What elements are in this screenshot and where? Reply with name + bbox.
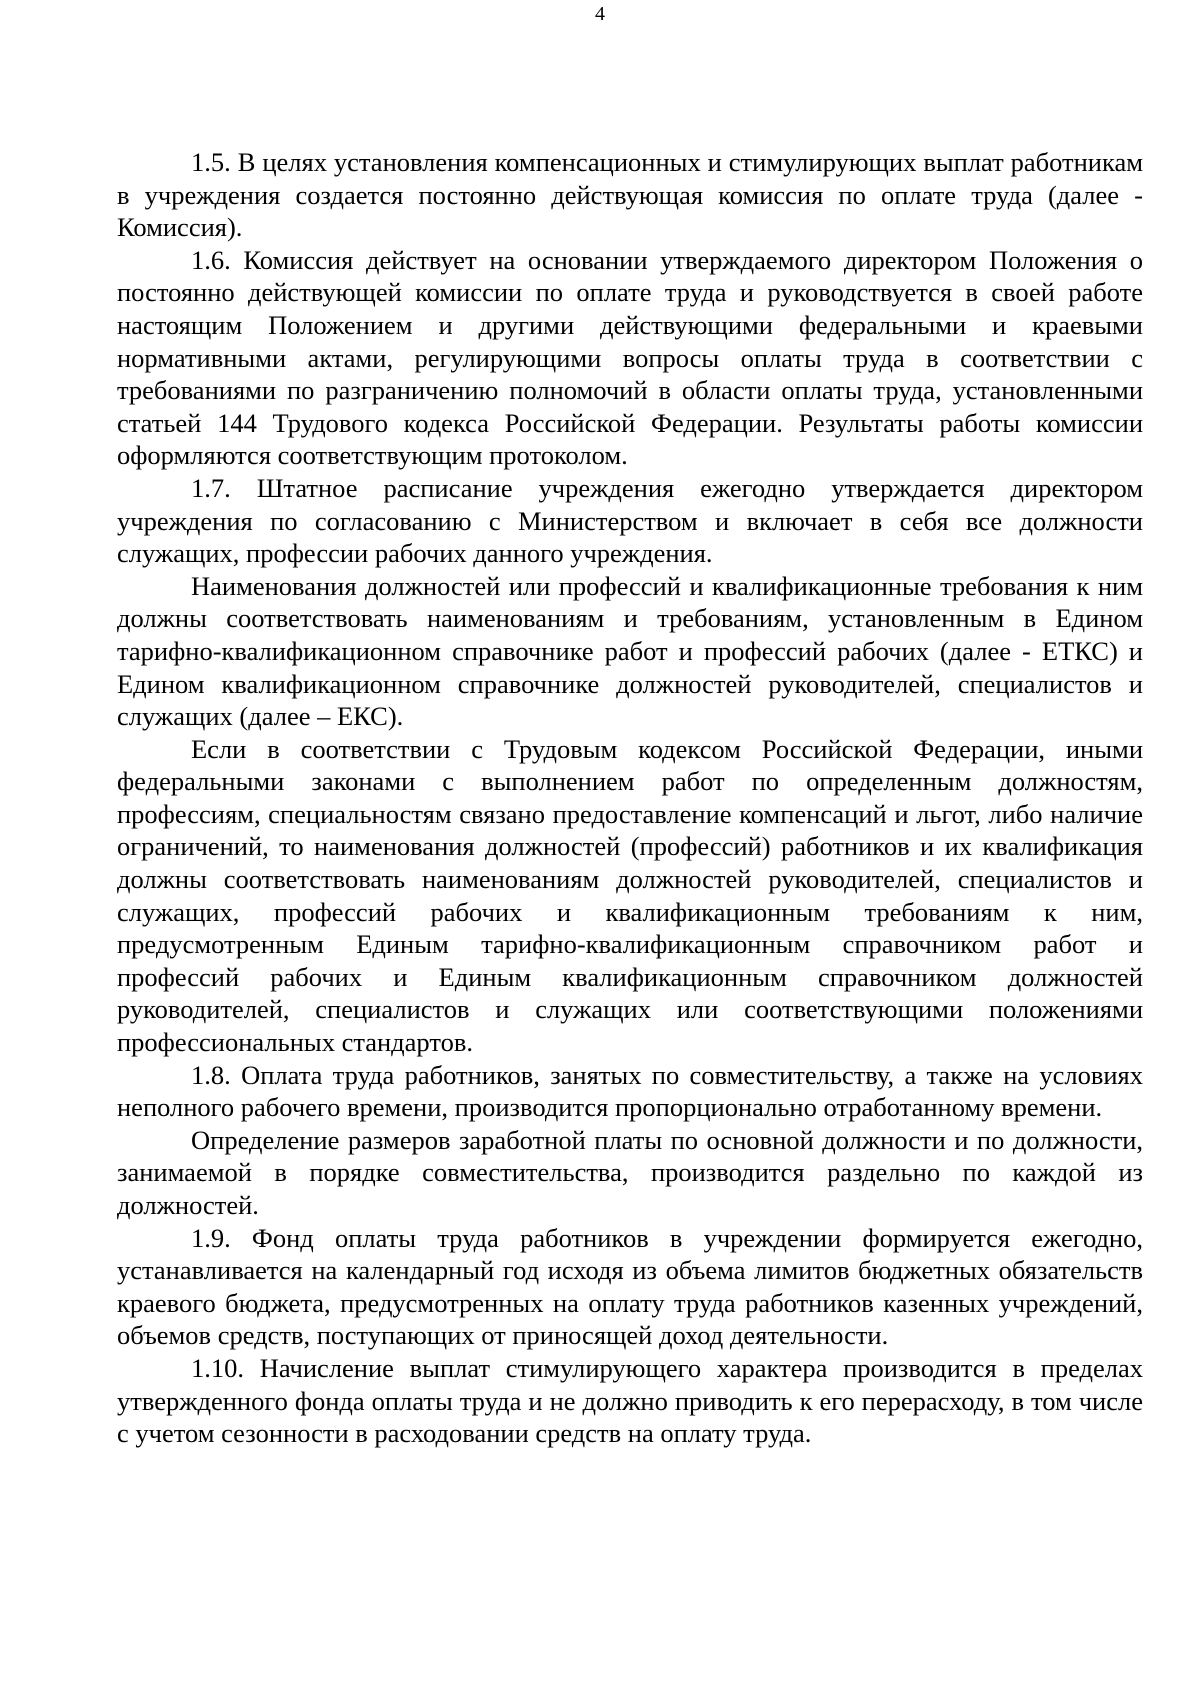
paragraph-compensation-restrictions: Если в соответствии с Трудовым кодексом Российской Федерации, иными федеральными законами с выполнением работ по определенным должностям, профессиям, специальностям связано предоставление компенсаций и льгот, либо наличие ограничений, то наименования должностей (профессий) работников и их квалификация должны соответствовать наименованиям должностей руководителей, специалистов и служащих, профессий рабочих и квалификационным требованиям к ним, предусмотренным Единым тарифно-квалификационным справочником работ и профессий рабочих и Единым квалификационным справочником должностей руководителей, специалистов и служащих или соответствующими положениями профессиональных стандартов. bbox=[117, 733, 1143, 1058]
page-number: 4 bbox=[595, 3, 605, 25]
paragraph-1-8: 1.8. Оплата труда работников, занятых по совместительству, а также на условиях неполного рабочего времени, производится пропорционально отработанному времени. bbox=[117, 1059, 1143, 1123]
paragraph-1-7: 1.7. Штатное расписание учреждения ежегодно утверждается директором учреждения по согласованию с Министерством и включает в себя все должности служащих, профессии рабочих данного учреждения. bbox=[117, 472, 1143, 569]
paragraph-1-10: 1.10. Начисление выплат стимулирующего характера производится в пределах утвержденного фонда оплаты труда и не должно приводить к его перерасходу, в том числе с учетом сезонности в расходовании средств на оплату труда. bbox=[117, 1352, 1143, 1449]
document-body bbox=[117, 146, 1143, 1450]
paragraph-1-5: 1.5. В целях установления компенсационных и стимулирующих выплат работникам в учреждения создается постоянно действующая комиссия по оплате труда (далее - Комиссия). bbox=[117, 147, 1143, 243]
paragraph-job-titles-requirements: Наименования должностей или профессий и квалификационные требования к ним должны соответствовать наименованиям и требованиям, установленным в Едином тарифно-квалификационном справочнике работ и профессий рабочих (далее - ЕТКС) и Едином квалификационном справочнике должностей руководителей, специалистов и служащих (далее – ЕКС). bbox=[117, 570, 1143, 732]
paragraph-1-6: 1.6. Комиссия действует на основании утверждаемого директором Положения о постоянно действующей комиссии по оплате труда и руководствуется в своей работе настоящим Положением и другими действующими федеральными и краевыми нормативными актами, регулирующими вопросы оплаты труда в соответствии с требованиями по разграничению полномочий в области оплаты труда, установленными статьей 144 Трудового кодекса Российской Федерации. Результаты работы комиссии оформляются соответствующим протоколом. bbox=[117, 244, 1143, 471]
paragraph-salary-determination: Определение размеров заработной платы по основной должности и по должности, занимаемой в порядке совместительства, производится раздельно по каждой из должностей. bbox=[117, 1124, 1143, 1220]
paragraph-1-9: 1.9. Фонд оплаты труда работников в учреждении формируется ежегодно, устанавливается на календарный год исходя из объема лимитов бюджетных обязательств краевого бюджета, предусмотренных на оплату труда работников казенных учреждений, объемов средств, поступающих от приносящей доход деятельности. bbox=[117, 1222, 1143, 1351]
